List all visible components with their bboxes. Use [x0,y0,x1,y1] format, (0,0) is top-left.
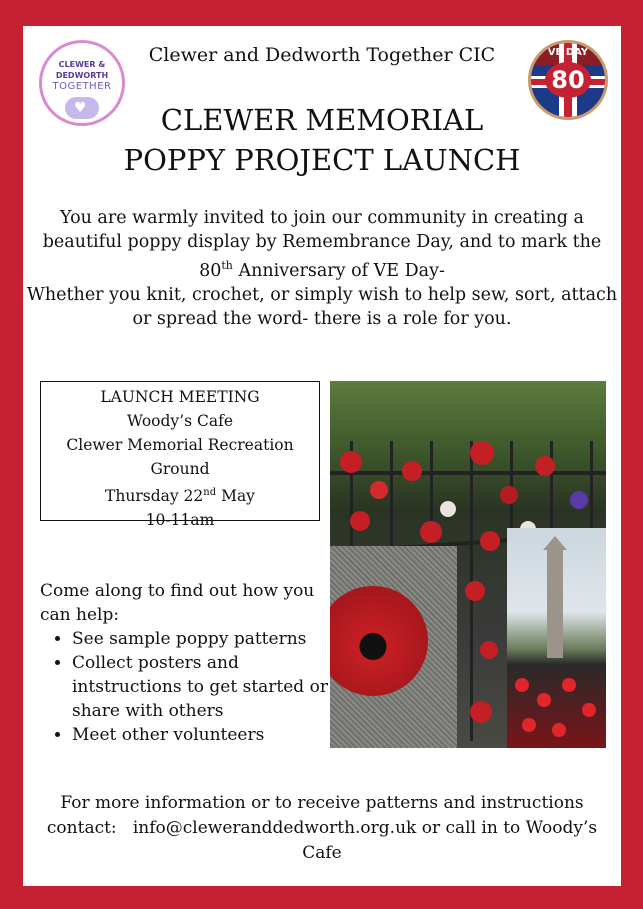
ve-day-number: 80 [551,66,585,94]
contact-line-1: For more information or to receive patterns and instructions [60,793,584,813]
knitted-poppy-icon [330,586,428,696]
intro-line-4: Whether you knit, crochet, or simply wish to help sew, sort, attach [26,284,618,305]
meeting-date [41,481,319,508]
meeting-date-month: May [216,487,255,506]
help-item-posters-line-2: intstructions to get started or [72,677,328,697]
meeting-place-line-1: Clewer Memorial Recreation [66,436,294,454]
meeting-place-line-2: Ground [150,460,210,478]
logo-left-line2: DEDWORTH [55,71,109,80]
memorial-poppy-photo [507,528,606,748]
intro-line-5: or spread the word- there is a role for you. [132,308,512,329]
anniversary-number: 80 [199,260,222,281]
flyer-page [23,26,621,886]
intro-line-3 [23,254,621,283]
help-item-patterns: • See sample poppy patterns [72,627,330,651]
help-list [40,627,330,747]
logo-left-line1: CLEWER & [58,60,106,69]
ve-day-label: VE DAY [547,47,589,58]
help-intro-line-1: Come along to find out how you [40,581,315,601]
intro-line-1: You are warmly invited to join our community in creating a [60,208,584,228]
logo-left-line3: TOGETHER [52,81,112,92]
invitation-text [23,206,621,331]
help-item-volunteers: • Meet other volunteers [72,723,330,747]
meeting-date-suffix: nd [203,487,217,498]
contact-line-2[interactable]: contact: info@cleweranddedworth.org.uk or call in to Woody’s [46,818,598,838]
launch-meeting-box [40,381,320,530]
help-item-posters [72,651,330,723]
contact-info [23,791,621,866]
intro-line-2: beautiful poppy display by Remembrance Day, and to mark the [42,232,602,252]
page-title [23,100,621,180]
knitted-poppy-photo [330,546,457,748]
meeting-date-day: Thursday 22 [105,487,204,506]
meeting-venue: Woody’s Cafe [126,412,234,430]
how-to-help-section [40,579,330,747]
contact-line-3: Cafe [302,843,342,863]
help-intro-line-2: can help: [40,605,120,625]
anniversary-suffix: th [221,259,233,272]
title-line-2: POPPY PROJECT LAUNCH [123,143,521,177]
meeting-heading: LAUNCH MEETING [100,388,260,406]
title-line-1: CLEWER MEMORIAL [160,103,484,137]
meeting-time: 10-11am [145,511,215,530]
help-item-posters-line-1: Collect posters and [72,653,239,673]
organisation-name: Clewer and Dedworth Together CIC [148,44,496,66]
anniversary-text: Anniversary of VE Day- [232,260,445,281]
heart-hands-icon: ♥ [65,97,99,119]
help-item-posters-line-3: share with others [72,701,224,721]
